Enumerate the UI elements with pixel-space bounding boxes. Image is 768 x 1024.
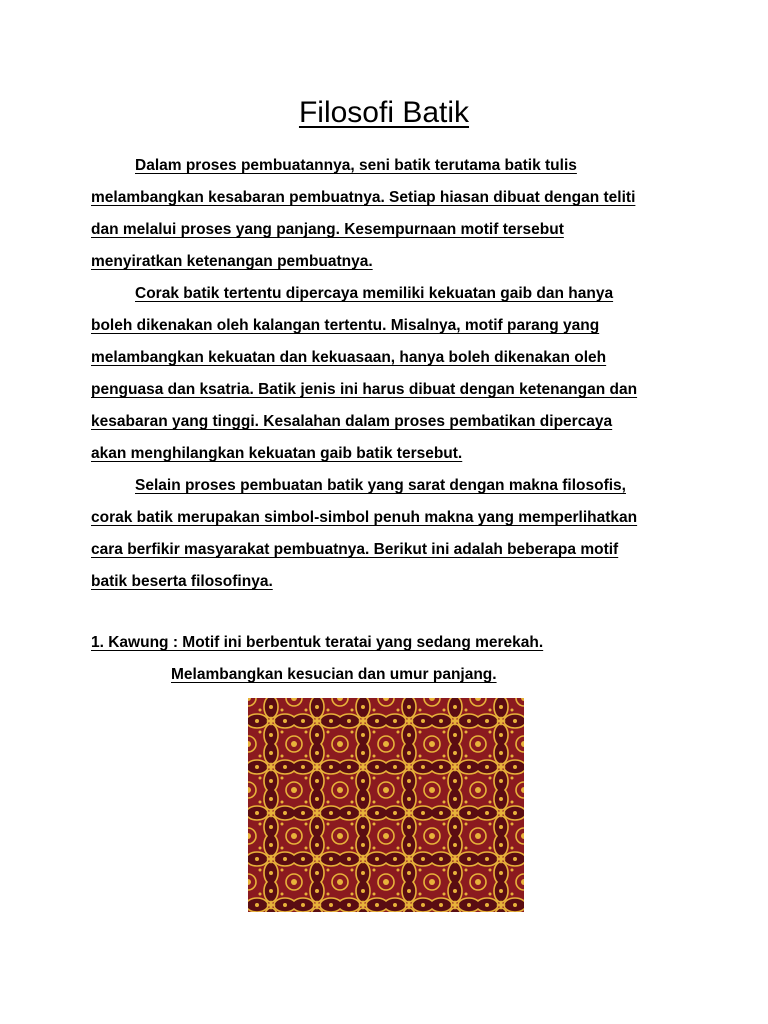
list-item-kawung: 1. Kawung : Motif ini berbentuk teratai yang sedang merekah.	[91, 634, 544, 651]
kawung-batik-image	[248, 698, 524, 912]
paragraph-2-line-1: Corak batik tertentu dipercaya memiliki kekuatan gaib dan hanya	[135, 285, 614, 302]
kawung-batik-pattern-icon	[248, 698, 524, 912]
body-text	[91, 150, 691, 598]
paragraph-2-line-2: boleh dikenakan oleh kalangan tertentu. Misalnya, motif parang yang	[91, 317, 600, 334]
paragraph-3-line-3: cara berfikir masyarakat pembuatnya. Berikut ini adalah beberapa motif	[91, 541, 619, 558]
paragraph-2-line-4: penguasa dan ksatria. Batik jenis ini harus dibuat dengan ketenangan dan	[91, 381, 638, 398]
paragraph-1-line-4: menyiratkan ketenangan pembuatnya.	[91, 253, 373, 270]
paragraph-3-line-1: Selain proses pembuatan batik yang sarat dengan makna filosofis,	[135, 477, 626, 494]
paragraph-1-line-2: melambangkan kesabaran pembuatnya. Setiap hiasan dibuat dengan teliti	[91, 189, 636, 206]
paragraph-2-line-6: akan menghilangkan kekuatan gaib batik tersebut.	[91, 445, 463, 462]
paragraph-1-line-3: dan melalui proses yang panjang. Kesempurnaan motif tersebut	[91, 221, 564, 238]
page-title: Filosofi Batik	[298, 96, 470, 129]
paragraph-3-line-4: batik beserta filosofinya.	[91, 573, 273, 590]
paragraph-2-line-3: melambangkan kekuatan dan kekuasaan, hanya boleh dikenakan oleh	[91, 349, 607, 366]
paragraph-3-line-2: corak batik merupakan simbol-simbol penuh makna yang memperlihatkan	[91, 509, 638, 526]
paragraph-2-line-5: kesabaran yang tinggi. Kesalahan dalam proses pembatikan dipercaya	[91, 413, 613, 430]
list-item-kawung-description: Melambangkan kesucian dan umur panjang.	[171, 666, 497, 683]
paragraph-1-line-1: Dalam proses pembuatannya, seni batik terutama batik tulis	[135, 157, 577, 174]
